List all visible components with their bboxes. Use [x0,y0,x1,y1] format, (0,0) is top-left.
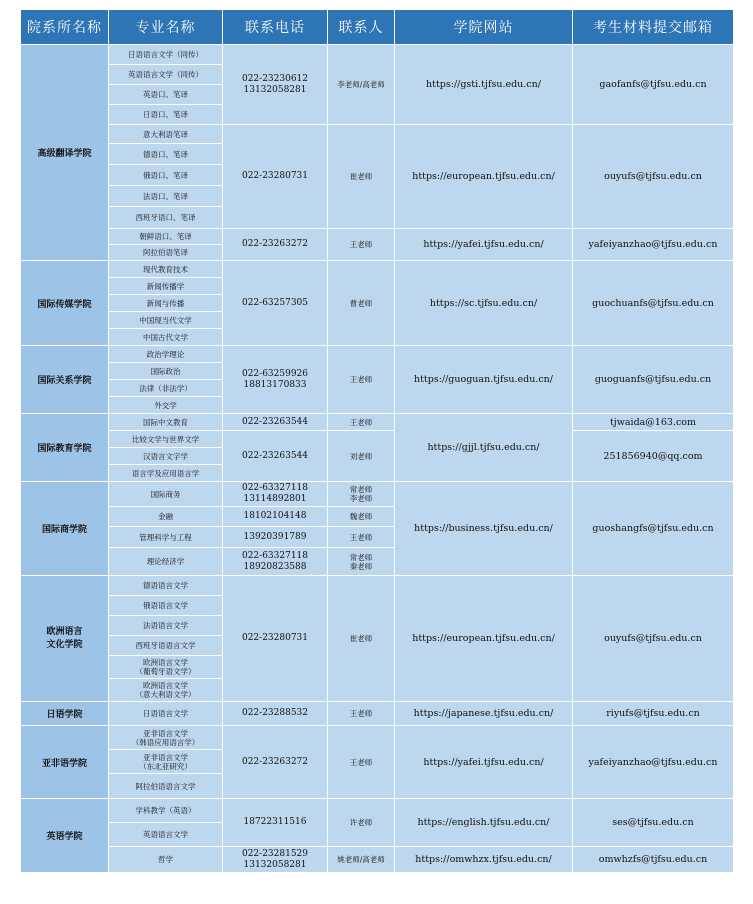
major-name: 政治学理论 [109,346,223,363]
major-name: 新闻与传播 [109,295,223,312]
major-name: 国际商务 [109,482,223,507]
contact-person: 常老师 秦老师 [328,548,395,576]
college-name: 高级翻译学院 [21,45,109,261]
contact-person: 魏老师 [328,507,395,527]
table-row [21,482,734,507]
major-name: 西班牙语口、笔译 [109,207,223,229]
email-address[interactable]: guochuanfs@tjfsu.edu.cn [573,261,734,346]
major-name: 欧洲语言文学 （葡萄牙语文学） [109,656,223,679]
table-row [21,261,734,278]
major-name: 中国古代文学 [109,329,223,346]
phone-number: 022-63327118 13114892801 [223,482,328,507]
major-name: 国际政治 [109,363,223,380]
table-row [21,346,734,363]
table-row [21,576,734,596]
admissions-contact-table-wrapper [20,9,733,873]
table-row [21,125,734,144]
website-link[interactable]: https://english.tjfsu.edu.cn/ [395,799,573,847]
admissions-contact-table [20,9,734,873]
major-name: 比较文学与世界文学 [109,431,223,448]
major-name: 俄语口、笔译 [109,165,223,186]
phone-number: 022-23263544 [223,431,328,482]
contact-person: 王老师 [328,726,395,799]
email-address[interactable]: ses@tjfsu.edu.cn [573,799,734,847]
major-name: 学科教学（英语） [109,799,223,823]
email-address[interactable]: yafeiyanzhao@tjfsu.edu.cn [573,726,734,799]
major-name: 法律（非法学） [109,380,223,397]
phone-number: 022-63259926 18813170833 [223,346,328,414]
contact-person: 姚老师/高老师 [328,847,395,873]
website-link[interactable]: https://european.tjfsu.edu.cn/ [395,576,573,702]
major-name: 亚非语言文学 （东北亚研究） [109,750,223,774]
website-link[interactable]: https://business.tjfsu.edu.cn/ [395,482,573,576]
major-name: 俄语语言文学 [109,596,223,616]
header-major: 专业名称 [109,10,223,45]
phone-number: 022-23281529 13132058281 [223,847,328,873]
email-address[interactable]: gaofanfs@tjfsu.edu.cn [573,45,734,125]
contact-person: 曹老师 [328,261,395,346]
table-row [21,414,734,431]
contact-person: 常老师 李老师 [328,482,395,507]
email-address[interactable]: ouyufs@tjfsu.edu.cn [573,576,734,702]
major-name: 德语语言文学 [109,576,223,596]
website-link[interactable]: https://gjjl.tjfsu.edu.cn/ [395,414,573,482]
contact-person: 刘老师 [328,431,395,482]
major-name: 管理科学与工程 [109,527,223,548]
phone-number: 18722311516 [223,799,328,847]
college-name: 英语学院 [21,799,109,873]
college-name: 欧洲语言 文化学院 [21,576,109,702]
college-name: 国际商学院 [21,482,109,576]
phone-number: 022-23263544 [223,414,328,431]
website-link[interactable]: https://yafei.tjfsu.edu.cn/ [395,726,573,799]
table-row [21,847,734,873]
major-name: 意大利语笔译 [109,125,223,144]
website-link[interactable]: https://japanese.tjfsu.edu.cn/ [395,702,573,726]
major-name: 欧洲语言文学 （意大利语文学） [109,679,223,702]
table-row [21,229,734,245]
email-address[interactable]: tjwaida@163.com [573,414,734,431]
email-address[interactable]: omwhzfs@tjfsu.edu.cn [573,847,734,873]
college-name: 国际传媒学院 [21,261,109,346]
email-address[interactable]: 251856940@qq.com [573,431,734,482]
major-name: 现代教育技术 [109,261,223,278]
website-link[interactable]: https://sc.tjfsu.edu.cn/ [395,261,573,346]
phone-number: 022-23263272 [223,726,328,799]
website-link[interactable]: https://yafei.tjfsu.edu.cn/ [395,229,573,261]
major-name: 朝鲜语口、笔译 [109,229,223,245]
email-address[interactable]: yafeiyanzhao@tjfsu.edu.cn [573,229,734,261]
major-name: 金融 [109,507,223,527]
phone-number: 022-23280731 [223,576,328,702]
table-row [21,702,734,726]
major-name: 英语语言文学（同传） [109,65,223,85]
contact-person: 王老师 [328,527,395,548]
contact-person: 许老师 [328,799,395,847]
major-name: 日语口、笔译 [109,105,223,125]
major-name: 理论经济学 [109,548,223,576]
phone-number: 022-23230612 13132058281 [223,45,328,125]
major-name: 中国现当代文学 [109,312,223,329]
major-name: 西班牙语语言文学 [109,636,223,656]
major-name: 德语口、笔译 [109,144,223,165]
phone-number: 022-63257305 [223,261,328,346]
email-address[interactable]: riyufs@tjfsu.edu.cn [573,702,734,726]
header-row [21,10,734,45]
email-address[interactable]: guoshangfs@tjfsu.edu.cn [573,482,734,576]
contact-person: 李老师/高老师 [328,45,395,125]
major-name: 英语语言文学 [109,823,223,847]
major-name: 日语语言文学 [109,702,223,726]
contact-person: 王老师 [328,229,395,261]
contact-person: 王老师 [328,346,395,414]
contact-person: 崔老师 [328,576,395,702]
major-name: 日语语言文学（同传） [109,45,223,65]
college-name: 日语学院 [21,702,109,726]
major-name: 国际中文教育 [109,414,223,431]
contact-person: 崔老师 [328,125,395,229]
major-name: 哲学 [109,847,223,873]
email-address[interactable]: ouyufs@tjfsu.edu.cn [573,125,734,229]
header-college: 院系所名称 [21,10,109,45]
website-link[interactable]: https://guoguan.tjfsu.edu.cn/ [395,346,573,414]
phone-number: 022-23288532 [223,702,328,726]
table-row [21,431,734,448]
major-name: 阿拉伯语笔译 [109,245,223,261]
header-email: 考生材料提交邮箱 [573,10,734,45]
contact-person: 王老师 [328,702,395,726]
major-name: 语言学及应用语言学 [109,465,223,482]
contact-person: 王老师 [328,414,395,431]
major-name: 法语口、笔译 [109,186,223,207]
major-name: 亚非语言文学 （韩语应用语言学） [109,726,223,750]
major-name: 汉语言文字学 [109,448,223,465]
phone-number: 18102104148 [223,507,328,527]
header-phone: 联系电话 [223,10,328,45]
phone-number: 022-23280731 [223,125,328,229]
major-name: 法语语言文学 [109,616,223,636]
header-contact: 联系人 [328,10,395,45]
website-link[interactable]: https://omwhzx.tjfsu.edu.cn/ [395,847,573,873]
website-link[interactable]: https://gsti.tjfsu.edu.cn/ [395,45,573,125]
table-row [21,726,734,750]
college-name: 国际关系学院 [21,346,109,414]
phone-number: 022-23263272 [223,229,328,261]
major-name: 阿拉伯语语言文学 [109,774,223,799]
table-row [21,799,734,823]
major-name: 新闻传播学 [109,278,223,295]
college-name: 国际教育学院 [21,414,109,482]
phone-number: 022-63327118 18920823588 [223,548,328,576]
college-name: 亚非语学院 [21,726,109,799]
table-row [21,45,734,65]
phone-number: 13920391789 [223,527,328,548]
major-name: 英语口、笔译 [109,85,223,105]
header-website: 学院网站 [395,10,573,45]
major-name: 外交学 [109,397,223,414]
email-address[interactable]: guoguanfs@tjfsu.edu.cn [573,346,734,414]
website-link[interactable]: https://european.tjfsu.edu.cn/ [395,125,573,229]
